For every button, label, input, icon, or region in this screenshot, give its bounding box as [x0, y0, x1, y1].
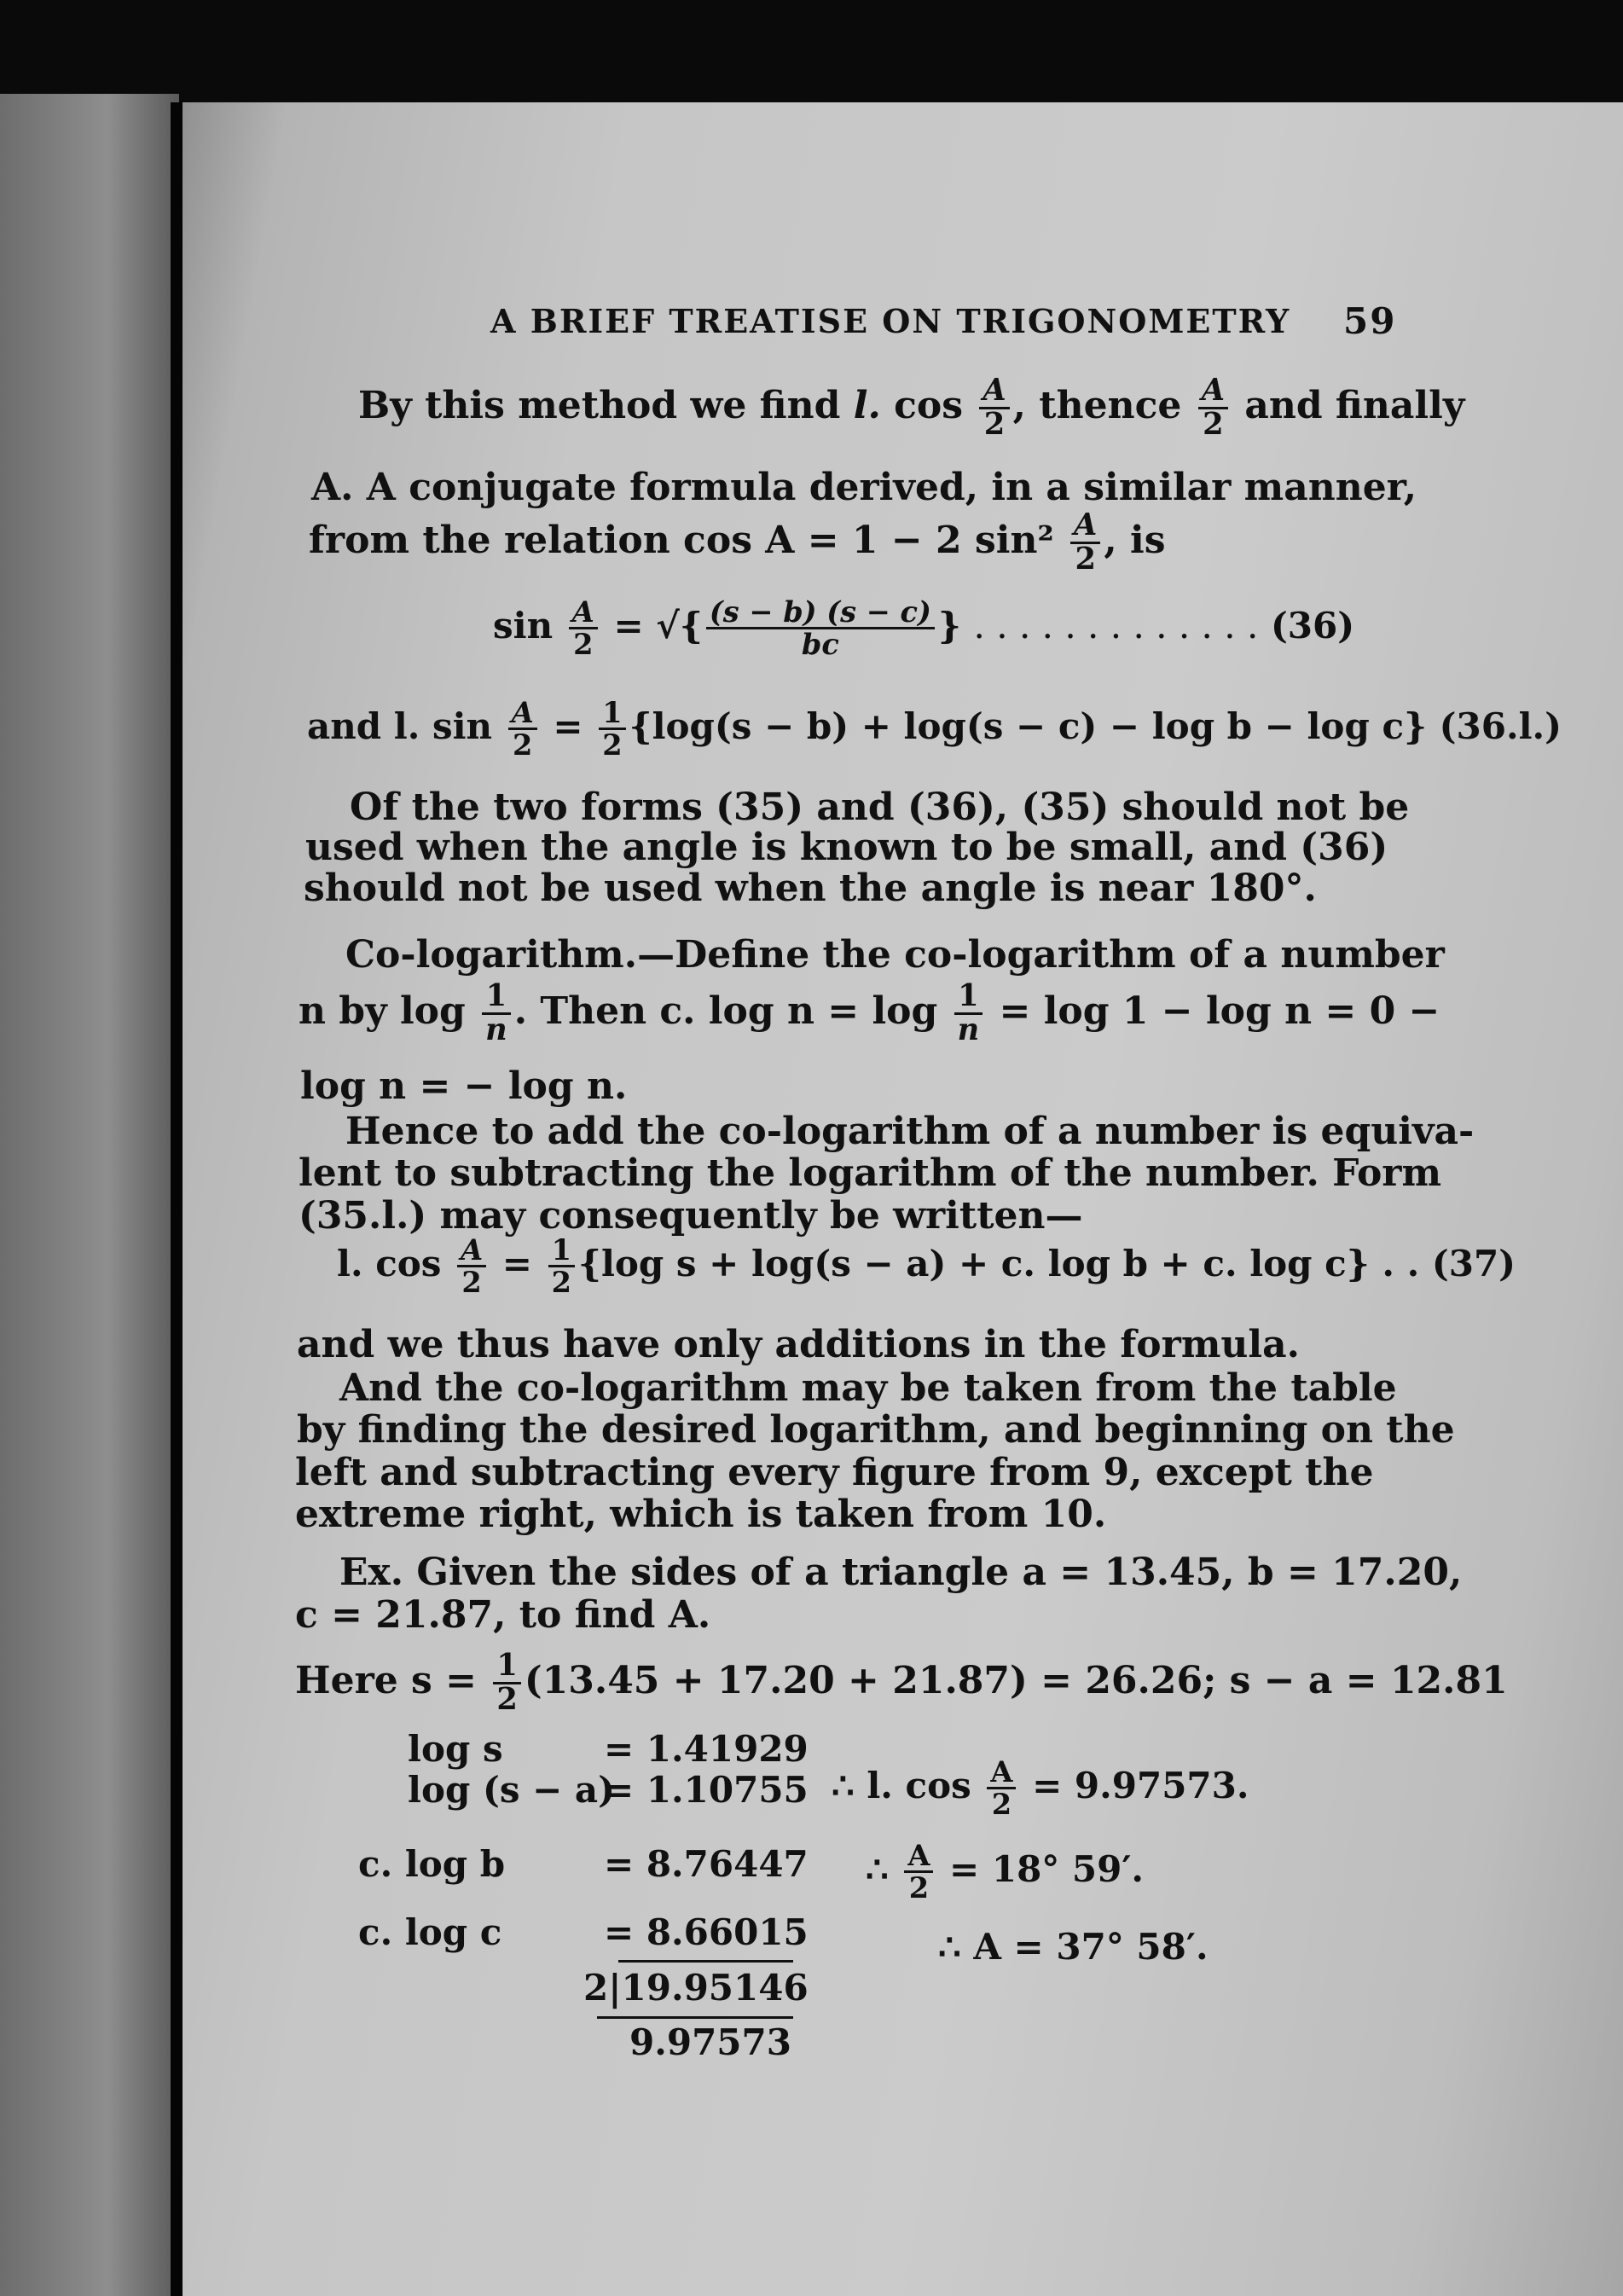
- paragraph-line: from the relation cos A = 1 − 2 sin² $\frac{A}{2}$ , is: [309, 507, 1166, 577]
- paragraph-line: and we thus have only additions in the formula.: [297, 1323, 1300, 1366]
- sum-rule: [597, 2016, 793, 2019]
- equation-37: l. cos $\frac{A}{2}$ = $\frac{1}{2}$ {log s + log(s − a) + c. log b + c. log c} . . (37): [337, 1232, 1516, 1300]
- calc-result: ∴ A = 37° 58′.: [938, 1926, 1209, 1968]
- paragraph-line: left and subtracting every figure from 9, except the: [295, 1451, 1374, 1494]
- facing-page-edge: [0, 94, 179, 2296]
- radical-fraction: $\frac{(s - b) (s - c)}{bc}$: [706, 597, 935, 660]
- calc-half: 9.97573: [629, 2021, 791, 2063]
- calc-value: = 1.10755: [604, 1769, 809, 1811]
- sum-rule: [618, 1960, 793, 1963]
- paragraph-line: Ex. Given the sides of a triangle a = 13.45, b = 17.20,: [339, 1551, 1463, 1594]
- paragraph-line: A. A conjugate formula derived, in a similar manner,: [311, 466, 1417, 509]
- fraction-a-over-2: $\frac{A}{2}$: [1070, 510, 1100, 576]
- paragraph-line: And the co-logarithm may be taken from the table: [339, 1366, 1397, 1410]
- calc-label: log s: [408, 1728, 503, 1770]
- running-header: A BRIEF TREATISE ON TRIGONOMETRY: [490, 302, 1291, 340]
- equation-36l: and l. sin $\frac{A}{2}$ = $\frac{1}{2}$ {log(s − b) + log(s − c) − log b − log c} (36.l.): [307, 695, 1562, 762]
- paragraph-line: used when the angle is known to be small, and (36): [305, 826, 1388, 869]
- paragraph-line: By this method we find l. cos $\frac{A}{2}$ , thence $\frac{A}{2}$ and finally: [358, 373, 1465, 442]
- paragraph-line: (35.l.) may consequently be written—: [299, 1194, 1083, 1238]
- fraction-a-over-2: $\frac{A}{2}$: [987, 1757, 1016, 1820]
- page-number: 59: [1343, 300, 1397, 342]
- section-heading: Co-logarithm.: [345, 933, 638, 977]
- calc-value: = 8.76447: [604, 1843, 809, 1885]
- paragraph-line: c = 21.87, to find A.: [295, 1593, 711, 1637]
- calc-sum: 2|19.95146: [583, 1967, 809, 2009]
- paragraph-line: should not be used when the angle is near 180°.: [304, 867, 1317, 910]
- paragraph-line: extreme right, which is taken from 10.: [295, 1493, 1107, 1536]
- calc-label: c. log b: [358, 1843, 506, 1885]
- calc-label: c. log c: [358, 1911, 502, 1953]
- paragraph-line: Of the two forms (35) and (36), (35) should not be: [350, 786, 1410, 829]
- fraction-1-over-2: $\frac{1}{2}$: [493, 1650, 520, 1716]
- paragraph-line: lent to subtracting the logarithm of the number. Form: [299, 1151, 1442, 1195]
- paragraph-line: log n = − log n.: [300, 1064, 628, 1108]
- calc-label: log (s − a): [408, 1769, 615, 1811]
- fraction-1-over-n: $\frac{1}{n}$: [954, 981, 983, 1047]
- paragraph-line: n by log $\frac{1}{n}$ . Then c. log n = log $\frac{1}{n}$ = log 1 − log n = 0 −: [299, 978, 1440, 1047]
- paragraph-line: Co-logarithm.—Define the co-logarithm of a number: [345, 933, 1445, 977]
- fraction-1-over-2: $\frac{1}{2}$: [548, 1235, 575, 1298]
- fraction-a-over-2: $\frac{A}{2}$: [1198, 375, 1228, 441]
- page-spine: [171, 102, 183, 2296]
- fraction-1-over-n: $\frac{1}{n}$: [482, 981, 511, 1047]
- calc-value: = 8.66015: [604, 1911, 809, 1953]
- fraction-a-over-2: $\frac{A}{2}$: [508, 698, 537, 761]
- calc-value: = 1.41929: [604, 1728, 809, 1770]
- fraction-a-over-2: $\frac{A}{2}$: [457, 1235, 486, 1298]
- fraction-a-over-2: $\frac{A}{2}$: [569, 597, 598, 660]
- paragraph-line: Here s = $\frac{1}{2}$ (13.45 + 17.20 + 21.87) = 26.26; s − a = 12.81: [295, 1648, 1508, 1717]
- paragraph-line: Hence to add the co-logarithm of a number is equiva-: [345, 1110, 1475, 1153]
- calc-result: ∴ l. cos $\frac{A}{2}$ = 9.97573.: [832, 1754, 1249, 1822]
- fraction-1-over-2: $\frac{1}{2}$: [599, 698, 625, 761]
- fraction-a-over-2: $\frac{A}{2}$: [904, 1841, 933, 1904]
- equation-36: sin $\frac{A}{2}$ = √{ $\frac{(s - b) (s - c)}{bc}$ } . . . . . . . . . . . . . (36): [493, 594, 1355, 662]
- calc-result: ∴ $\frac{A}{2}$ = 18° 59′.: [866, 1838, 1145, 1905]
- paragraph-line: by finding the desired logarithm, and beginning on the: [297, 1408, 1455, 1452]
- fraction-a-over-2: $\frac{A}{2}$: [979, 375, 1009, 441]
